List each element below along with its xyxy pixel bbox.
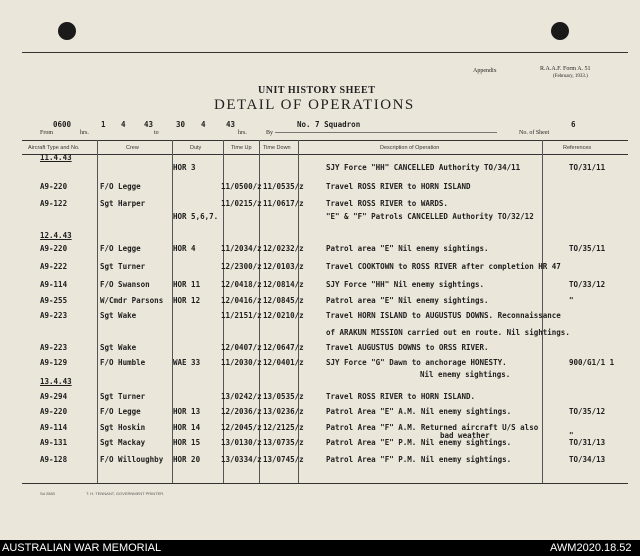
row-aircraft: 12.4.43 (40, 231, 72, 240)
row-time-up: 11/2030/z (221, 358, 262, 367)
row-aircraft: A9-220 (40, 182, 68, 191)
row-crew: F/O Humble (100, 358, 146, 367)
row-description: Patrol Area "E" A.M. Nil enemy sightings. (326, 407, 512, 416)
from-time: 0600 (53, 120, 72, 129)
row-aircraft: A9-255 (40, 296, 68, 305)
row-aircraft: A9-128 (40, 455, 68, 464)
row-description: SJY Force "G" Dawn to anchorage HONESTY. (326, 358, 507, 367)
row-time-down: 13/0535/z (263, 392, 304, 401)
row-crew: F/O Willoughby (100, 455, 164, 464)
to-day: 30 (176, 120, 186, 129)
table-top-rule (22, 140, 628, 141)
row-time-up: 13/0130/z (221, 438, 262, 447)
row-aircraft: A9-122 (40, 199, 68, 208)
row-duty: HOR 20 (173, 455, 201, 464)
row-aircraft: A9-223 (40, 311, 68, 320)
credit-right: AWM2020.18.52 (550, 542, 632, 554)
row-description: SJY Force "HH" CANCELLED Authority TO/34/11 (326, 163, 521, 172)
column-header-time-down: Time Down (263, 145, 291, 151)
to-label: to (154, 130, 159, 136)
row-aircraft: A9-294 (40, 392, 68, 401)
row-time-up: 13/0334/z (221, 455, 262, 464)
row-description: bad weather (440, 431, 490, 440)
row-description: Patrol Area "F" P.M. Nil enemy sightings. (326, 455, 512, 464)
row-reference: " (569, 296, 574, 305)
row-description: Patrol area "E" Nil enemy sightings. (326, 244, 489, 253)
sheet-number: 6 (571, 120, 576, 129)
row-duty: HOR 4 (173, 244, 196, 253)
row-time-down: 13/0745/z (263, 455, 304, 464)
to-year: 43 (226, 120, 236, 129)
row-reference: " (569, 431, 574, 440)
row-aircraft: A9-222 (40, 262, 68, 271)
row-crew: Sgt Wake (100, 343, 137, 352)
row-reference: TO/33/12 (569, 280, 606, 289)
row-crew: Sgt Wake (100, 311, 137, 320)
row-description: Travel ROSS RIVER to HORN ISLAND. (326, 392, 476, 401)
row-crew: F/O Legge (100, 407, 141, 416)
by-underline (275, 132, 497, 133)
row-description: Travel ROSS RIVER to HORN ISLAND (326, 182, 471, 191)
column-header-references: References (563, 145, 592, 151)
row-description: Travel COOKTOWN to ROSS RIVER after completion HR 47 (326, 262, 561, 271)
row-crew: Sgt Hoskin (100, 423, 146, 432)
row-time-up: 12/2045/z (221, 423, 262, 432)
row-aircraft: 11.4.43 (40, 153, 72, 162)
column-header-aircraft: Aircraft Type and No. (28, 145, 80, 151)
row-duty: HOR 3 (173, 163, 196, 172)
row-crew: Sgt Mackay (100, 438, 146, 447)
row-reference: TO/35/11 (569, 244, 606, 253)
row-time-down: 12/2125/z (263, 423, 304, 432)
row-duty: HOR 15 (173, 438, 201, 447)
row-duty: HOR 5,6,7. (173, 212, 219, 221)
row-crew: Sgt Turner (100, 392, 146, 401)
from-label: From (40, 130, 54, 136)
row-reference: TO/31/13 (569, 438, 606, 447)
row-crew: F/O Legge (100, 244, 141, 253)
row-description: Patrol Area "F" A.M. Returned aircraft U/S also (326, 423, 539, 432)
row-reference: TO/31/11 (569, 163, 606, 172)
row-time-down: 12/0103/z (263, 262, 304, 271)
row-description: of ARAKUN MISSION carried out en route. Nil sightings. (326, 328, 570, 337)
appendix-label: Appendix (473, 68, 497, 74)
hrs-label: hrs. (80, 130, 89, 136)
row-time-down: 11/0617/z (263, 199, 304, 208)
table-header-rule (22, 154, 628, 155)
credit-bar (0, 540, 640, 556)
row-reference: TO/34/13 (569, 455, 606, 464)
row-time-down: 12/0814/z (263, 280, 304, 289)
form-date: (February, 1933.) (553, 74, 588, 79)
row-aircraft: A9-220 (40, 244, 68, 253)
row-aircraft: A9-220 (40, 407, 68, 416)
row-description: Nil enemy sightings. (420, 370, 511, 379)
row-reference: 900/G1/1 1 (569, 358, 615, 367)
from-day: 1 (101, 120, 106, 129)
row-aircraft: A9-223 (40, 343, 68, 352)
row-time-down: 12/0401/z (263, 358, 304, 367)
from-month: 4 (121, 120, 126, 129)
row-crew: Sgt Turner (100, 262, 146, 271)
column-header-duty: Duty (190, 145, 202, 151)
row-description: Patrol Area "E" P.M. Nil enemy sightings. (326, 438, 512, 447)
column-header-time-up: Time Up (231, 145, 252, 151)
column-divider (97, 140, 98, 483)
row-crew: F/O Swanson (100, 280, 150, 289)
punch-hole (551, 22, 569, 40)
row-duty: WAE 33 (173, 358, 201, 367)
printer-imprint: T. H. TENNANT, GOVERNMENT PRINTER. (86, 491, 165, 496)
row-crew: Sgt Harper (100, 199, 146, 208)
row-time-down: 13/0735/z (263, 438, 304, 447)
row-aircraft: A9-114 (40, 280, 68, 289)
row-description: Travel HORN ISLAND to AUGUSTUS DOWNS. Reconnaissance (326, 311, 561, 320)
row-time-down: 13/0236/z (263, 407, 304, 416)
row-time-up: 12/0416/z (221, 296, 262, 305)
to-month: 4 (201, 120, 206, 129)
row-description: Patrol area "E" Nil enemy sightings. (326, 296, 489, 305)
row-time-up: 11/0215/z (221, 199, 262, 208)
column-header-description: Description of Operation (380, 145, 440, 151)
squadron-name: No. 7 Squadron (297, 120, 361, 129)
hrs-label: hrs. (238, 130, 247, 136)
table-bottom-rule (22, 483, 628, 484)
row-time-up: 12/0418/z (221, 280, 262, 289)
row-duty: HOR 14 (173, 423, 201, 432)
page-title: DETAIL OF OPERATIONS (214, 97, 415, 113)
row-description: SJY Force "HH" Nil enemy sightings. (326, 280, 485, 289)
by-label: By (266, 130, 274, 136)
row-duty: HOR 12 (173, 296, 201, 305)
punch-hole (58, 22, 76, 40)
row-time-down: 12/0232/z (263, 244, 304, 253)
row-description: "E" & "F" Patrols CANCELLED Authority TO/32/12 (326, 212, 534, 221)
row-time-up: 12/2300/z (221, 262, 262, 271)
row-aircraft: 13.4.43 (40, 377, 72, 386)
row-crew: F/O Legge (100, 182, 141, 191)
row-duty: HOR 13 (173, 407, 201, 416)
title-small: UNIT HISTORY SHEET (258, 85, 376, 96)
form-ref: R.A.A.F. Form A. 51 (540, 66, 591, 72)
row-time-up: 12/0407/z (221, 343, 262, 352)
row-time-down: 12/0647/z (263, 343, 304, 352)
from-year: 43 (144, 120, 154, 129)
row-description: Travel ROSS RIVER to WARDS. (326, 199, 448, 208)
row-description: Travel AUGUSTUS DOWNS to ORSS RIVER. (326, 343, 489, 352)
row-time-down: 12/0210/z (263, 311, 304, 320)
row-time-up: 11/2034/z (221, 244, 262, 253)
printer-code: Sd 2883 (40, 491, 55, 496)
row-aircraft: A9-129 (40, 358, 68, 367)
row-time-up: 13/0242/z (221, 392, 262, 401)
row-time-up: 11/2151/z (221, 311, 262, 320)
column-header-crew: Crew (126, 145, 139, 151)
row-duty: HOR 11 (173, 280, 201, 289)
row-aircraft: A9-114 (40, 423, 68, 432)
row-crew: W/Cmdr Parsons (100, 296, 164, 305)
top-rule (22, 52, 628, 53)
credit-left: AUSTRALIAN WAR MEMORIAL (2, 542, 162, 554)
row-reference: TO/35/12 (569, 407, 606, 416)
row-time-up: 11/0500/z (221, 182, 262, 191)
row-aircraft: A9-131 (40, 438, 68, 447)
row-time-down: 12/0845/z (263, 296, 304, 305)
row-time-up: 12/2036/z (221, 407, 262, 416)
sheet-label: No. of Sheet (519, 130, 550, 136)
row-time-down: 11/0535/z (263, 182, 304, 191)
